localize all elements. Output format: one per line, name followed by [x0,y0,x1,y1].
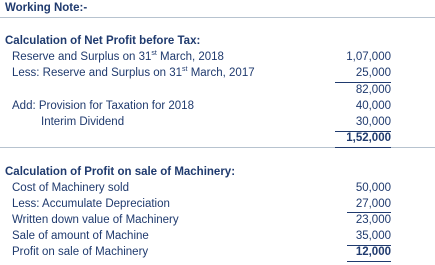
subtotal-value: 82,000 [355,84,391,96]
cost-machinery-label: Cost of Machinery sold [12,182,129,194]
reserve-2017-label: Less: Reserve and Surplus on 31st March, 2017 [12,66,255,79]
written-down-value-label: Written down value of Machinery [12,214,179,226]
cost-machinery-value: 50,000 [355,182,391,194]
profit-underline [347,261,391,262]
total-underline [335,147,391,148]
machinery-profit-heading: Calculation of Profit on sale of Machinery: [5,166,236,178]
provision-taxation-label: Add: Provision for Taxation for 2018 [12,100,194,112]
reserve-2018-value: 1,07,000 [346,51,391,63]
net-profit-heading: Calculation of Net Profit before Tax: [5,35,201,47]
subtotal-rule [335,82,391,83]
interim-dividend-label: Interim Dividend [41,116,125,128]
written-down-value-value: 23,000 [355,214,391,226]
profit-on-sale-label: Profit on sale of Machinery [12,246,149,258]
accumulated-depreciation-label: Less: Accumulate Depreciation [12,198,170,210]
interim-dividend-value: 30,000 [355,116,391,128]
reserve-2018-label: Reserve and Surplus on 31st March, 2018 [12,50,224,63]
net-profit-total-value: 1,52,000 [346,132,391,144]
wdv-rule [347,212,391,213]
accumulated-depreciation-value: 27,000 [355,198,391,210]
reserve-2017-value: 25,000 [355,67,391,79]
working-note-title: Working Note:- [5,2,88,14]
row-divider [0,17,435,18]
profit-on-sale-value: 12,000 [355,246,391,258]
provision-taxation-value: 40,000 [355,100,391,112]
sale-amount-label: Sale of amount of Machine [12,230,149,242]
sale-amount-value: 35,000 [355,230,391,242]
